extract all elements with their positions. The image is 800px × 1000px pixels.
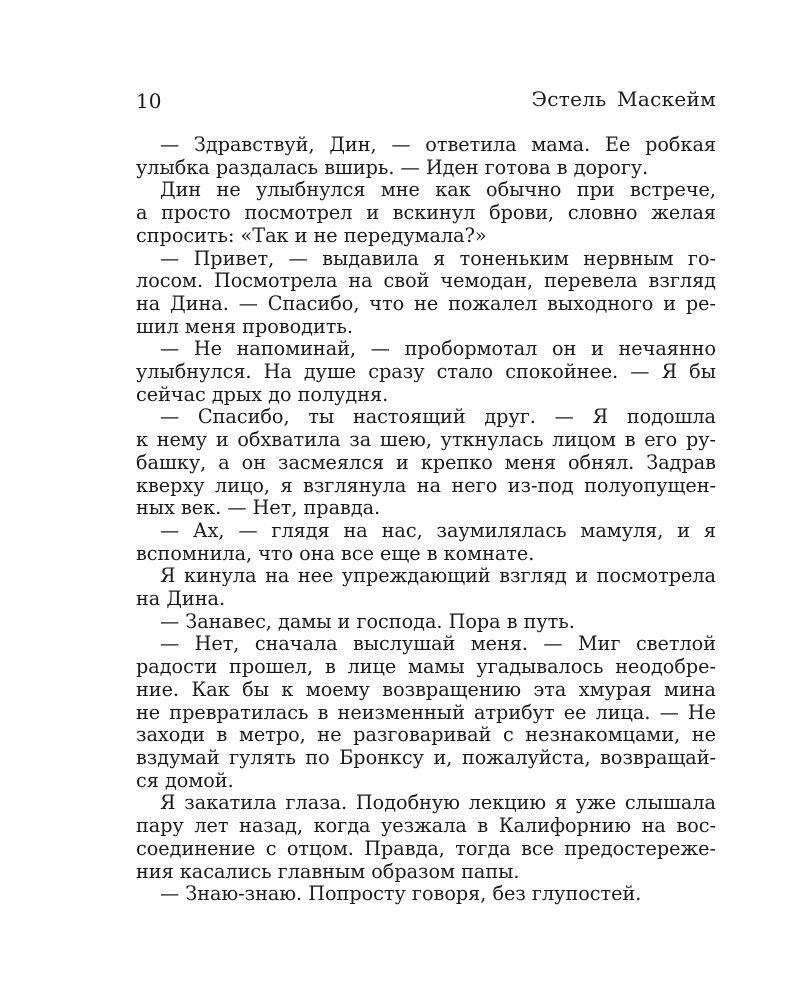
text-line: Я кинула на нее упреждающий взгляд и посмотрела xyxy=(160,564,716,588)
text-line: улыбка раздалась вширь. — Иден готова в дорогу. xyxy=(136,155,649,179)
paragraph xyxy=(136,134,716,179)
text-line: шил меня проводить. xyxy=(136,314,353,338)
text-line: кверху лицо, я взглянула на него из-под полуопущен- xyxy=(136,473,716,497)
text-line: — Не напоминай, — пробормотал он и нечаянно xyxy=(160,337,716,361)
paragraph xyxy=(136,338,716,406)
text-line: на Дина. — Спасибо, что не пожалел выходного и ре- xyxy=(136,291,716,315)
text-line: Дин не улыбнулся мне как обычно при встрече, xyxy=(160,178,716,202)
text-line: — Спасибо, ты настоящий друг. — Я подошла xyxy=(160,405,716,429)
text-line: радости прошел, в лице мамы угадывалось неодобре- xyxy=(136,655,716,679)
text-line: а просто посмотрел и вскинул брови, словно желая xyxy=(136,201,716,225)
text-line: ния касались главным образом папы. xyxy=(136,859,520,883)
text-line: вздумай гулять по Бронксу и, пожалуйста, возвращай- xyxy=(136,745,716,769)
paragraph xyxy=(136,406,716,520)
paragraph xyxy=(136,520,716,565)
text-line: пару лет назад, когда уезжала в Калифорнию на вос- xyxy=(136,814,716,838)
text-line: ся домой. xyxy=(136,768,234,792)
text-line: — Привет, — выдавила я тоненьким нервным го- xyxy=(160,246,716,270)
text-line: башку, а он засмеялся и крепко меня обнял. Задрав xyxy=(136,450,716,474)
paragraph xyxy=(136,179,716,247)
text-line: сейчас дрых до полудня. xyxy=(136,382,389,406)
page-header xyxy=(136,86,716,116)
text-line: — Нет, сначала выслушай меня. — Миг светлой xyxy=(160,632,716,656)
text-line: спросить: «Так и не передумала?» xyxy=(136,223,487,247)
body-text xyxy=(136,134,716,906)
paragraph xyxy=(136,565,716,610)
text-line: соединение с отцом. Правда, тогда все предостереже- xyxy=(136,836,716,860)
running-title: Эстель Маскейм xyxy=(531,87,716,111)
book-page xyxy=(136,86,716,906)
text-line: к нему и обхватила за шею, уткнулась лицом в его ру- xyxy=(136,428,716,452)
text-line: вспомнила, что она все еще в комнате. xyxy=(136,541,535,565)
text-line: не превратилась в неизменный атрибут ее лица. — Не xyxy=(136,700,716,724)
text-line: заходи в метро, не разговаривай с незнакомцами, не xyxy=(136,723,716,747)
text-line: — Ах, — глядя на нас, заумилялась мамуля, и я xyxy=(160,518,716,542)
text-line: — Здравствуй, Дин, — ответила мама. Ее робкая xyxy=(160,133,716,156)
paragraph xyxy=(136,248,716,339)
page-number: 10 xyxy=(136,89,162,113)
text-line: улыбнулся. На душе сразу стало спокойнее. — Я бы xyxy=(136,360,716,384)
text-line: — Знаю-знаю. Попросту говоря, без глупостей. xyxy=(160,882,642,906)
text-line: ных век. — Нет, правда. xyxy=(136,496,381,520)
paragraph xyxy=(136,633,716,792)
text-line: — Занавес, дамы и господа. Пора в путь. xyxy=(160,609,575,633)
text-line: лосом. Посмотрела на свой чемодан, перевела взгляд xyxy=(136,269,716,293)
text-line: ние. Как бы к моему возвращению эта хмурая мина xyxy=(136,677,716,701)
paragraph xyxy=(136,792,716,883)
paragraph xyxy=(136,883,716,906)
paragraph xyxy=(136,611,716,634)
text-line: Я закатила глаза. Подобную лекцию я уже слышала xyxy=(160,791,716,815)
text-line: на Дина. xyxy=(136,587,226,611)
